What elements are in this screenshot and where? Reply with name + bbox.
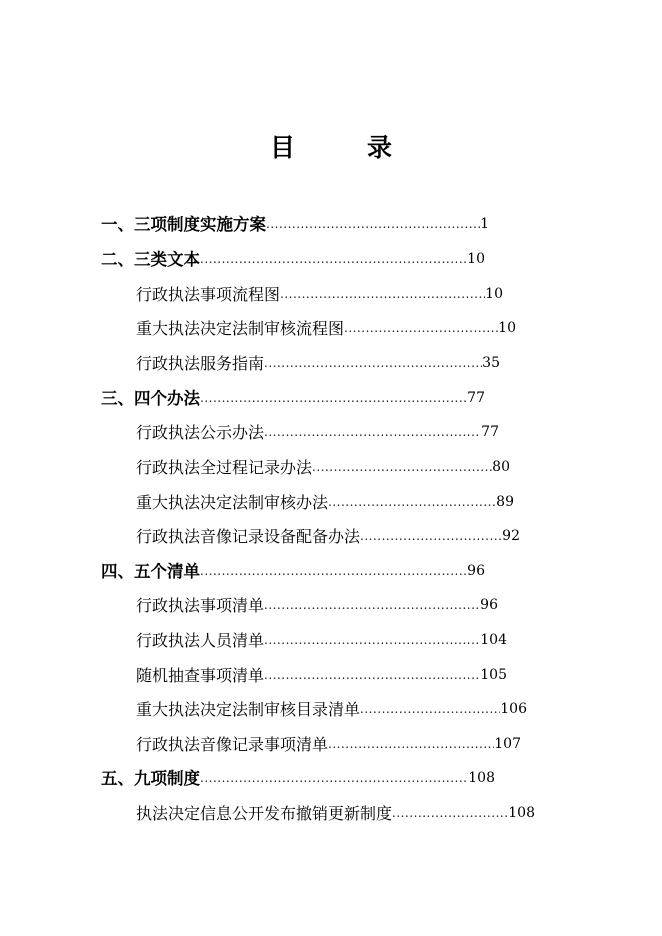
toc-entry[interactable] — [136, 350, 500, 374]
toc-entry-label: 行政执法公示办法 — [136, 423, 265, 442]
toc-entry-label: 二、三类文本 — [101, 250, 200, 269]
toc-entry[interactable] — [136, 800, 535, 824]
title-char-1: 目 — [270, 133, 296, 162]
toc-leader-dots — [200, 770, 468, 786]
toc-leader-dots — [360, 528, 502, 544]
toc-entry-page: 77 — [467, 390, 485, 406]
toc-leader-dots — [392, 805, 508, 821]
toc-entry-label: 重大执法决定法制审核流程图 — [136, 319, 345, 338]
toc-leader-dots — [200, 390, 467, 406]
toc-entry-page: 89 — [496, 494, 514, 510]
toc-entry-label: 行政执法音像记录事项清单 — [136, 735, 329, 754]
toc-entry-page: 107 — [494, 736, 521, 752]
toc-entry[interactable] — [136, 419, 499, 443]
toc-entry[interactable] — [101, 385, 485, 409]
toc-entry-label: 重大执法决定法制审核办法 — [136, 493, 329, 512]
toc-entry[interactable] — [136, 489, 514, 513]
toc-leader-dots — [264, 667, 480, 683]
toc-entry-label: 重大执法决定法制审核目录清单 — [136, 700, 361, 719]
toc-entry-page: 108 — [468, 770, 495, 786]
toc-entry-label: 行政执法人员清单 — [136, 631, 265, 650]
toc-entry-label: 一、三项制度实施方案 — [101, 215, 266, 234]
toc-entry-label: 五、九项制度 — [101, 769, 200, 788]
toc-entry-page: 10 — [467, 251, 485, 267]
toc-leader-dots — [264, 597, 480, 613]
toc-leader-dots — [200, 563, 467, 579]
toc-entry-page: 96 — [480, 597, 498, 613]
toc-leader-dots — [344, 320, 498, 336]
toc-entry[interactable] — [136, 315, 516, 339]
toc-leader-dots — [264, 355, 482, 371]
toc-entry[interactable] — [136, 662, 507, 686]
toc-leader-dots — [264, 632, 480, 648]
toc-entry[interactable] — [136, 454, 510, 478]
toc-entry-label: 行政执法事项流程图 — [136, 285, 281, 304]
toc-entry[interactable] — [136, 281, 503, 305]
toc-entry-page: 105 — [480, 667, 507, 683]
toc-entry-page: 96 — [467, 563, 485, 579]
toc-entry-page: 77 — [481, 424, 499, 440]
toc-entry-page: 92 — [502, 528, 520, 544]
toc-entry-label: 行政执法事项清单 — [136, 596, 265, 615]
toc-entry-label: 四、五个清单 — [101, 562, 200, 581]
toc-entry-page: 108 — [508, 805, 535, 821]
toc-leader-dots — [280, 286, 485, 302]
toc-entry[interactable] — [101, 246, 485, 270]
toc-entry-label: 执法决定信息公开发布撤销更新制度 — [136, 804, 393, 823]
toc-leader-dots — [328, 736, 494, 752]
toc-entry-label: 三、四个办法 — [101, 389, 200, 408]
toc-entry-page: 1 — [480, 216, 489, 232]
toc-entry-page: 106 — [500, 701, 527, 717]
toc-leader-dots — [312, 459, 492, 475]
toc-entry[interactable] — [101, 765, 495, 789]
toc-entry[interactable] — [136, 592, 498, 616]
toc-entry-page: 10 — [498, 320, 516, 336]
toc-entry[interactable] — [136, 696, 527, 720]
toc-leader-dots — [264, 424, 481, 440]
toc-entry-page: 80 — [492, 459, 510, 475]
page-title — [0, 128, 662, 168]
toc-leader-dots — [360, 701, 500, 717]
toc-entry-label: 随机抽查事项清单 — [136, 666, 265, 685]
toc-entry-page: 10 — [485, 286, 503, 302]
toc-leader-dots — [266, 216, 480, 232]
toc-entry[interactable] — [101, 211, 489, 235]
toc-entry[interactable] — [136, 523, 520, 547]
toc-entry[interactable] — [101, 558, 485, 582]
toc-entry-label: 行政执法服务指南 — [136, 354, 265, 373]
toc-entry-label: 行政执法全过程记录办法 — [136, 458, 313, 477]
toc-entry-page: 35 — [482, 355, 500, 371]
toc-entry-page: 104 — [480, 632, 507, 648]
toc-leader-dots — [200, 251, 467, 267]
title-char-2: 录 — [367, 133, 393, 162]
toc-leader-dots — [328, 494, 496, 510]
toc-entry-label: 行政执法音像记录设备配备办法 — [136, 527, 361, 546]
toc-entry[interactable] — [136, 627, 507, 651]
toc-entry[interactable] — [136, 731, 521, 755]
